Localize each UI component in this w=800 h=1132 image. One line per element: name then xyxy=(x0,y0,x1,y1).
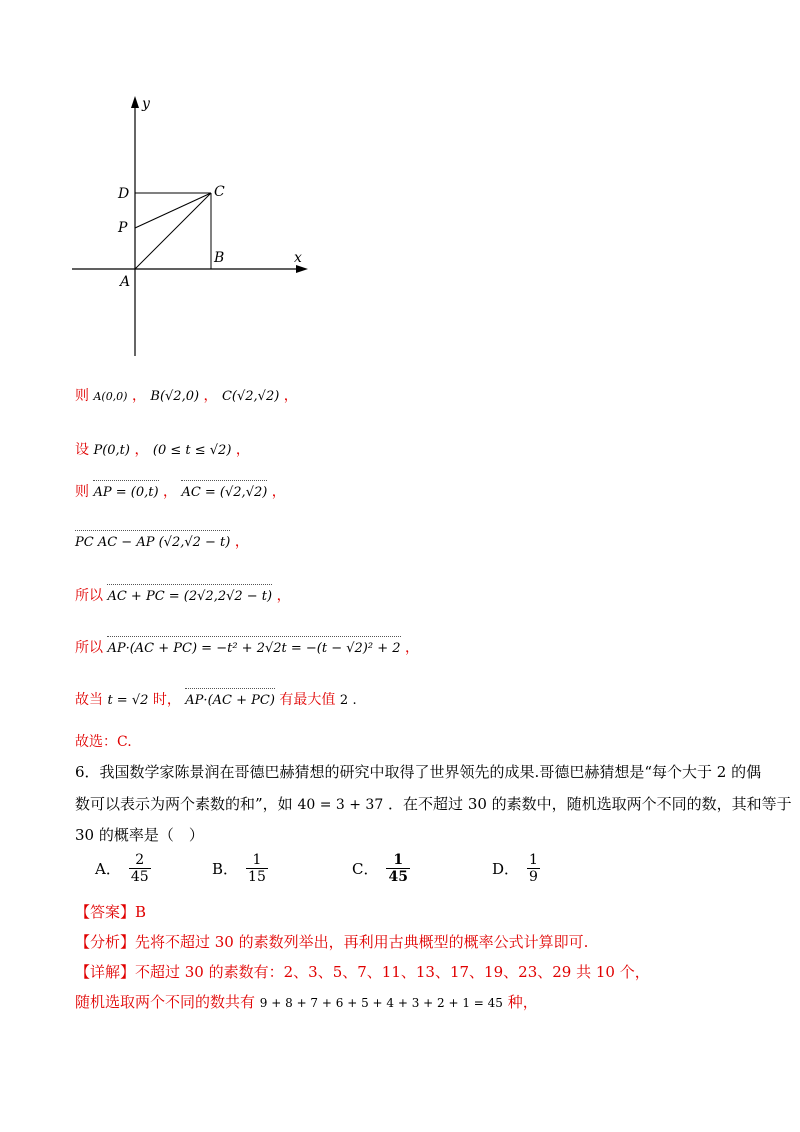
point-A: A(0,0) xyxy=(93,390,128,403)
option-B[interactable] xyxy=(212,852,268,885)
count-line xyxy=(75,992,538,1013)
example-equation: 40 = 3 + 37 xyxy=(297,797,384,813)
question-line-2 xyxy=(75,792,792,817)
option-C[interactable] xyxy=(352,852,410,885)
y-axis-arrow xyxy=(131,96,139,108)
coordinate-figure xyxy=(60,92,320,362)
analysis-text: 【分析】先将不超过 30 的素数列举出，再利用古典概型的概率公式计算即可. xyxy=(75,933,589,951)
question-line2-b: ．在不超过 30 的素数中，随机选取两个不同的数，其和等于 xyxy=(388,795,792,813)
solution-choice: 故选：C. xyxy=(75,734,132,750)
option-C-den: 45 xyxy=(388,869,408,885)
option-D-num: 1 xyxy=(529,852,538,868)
vector-AP: AP = (0,t) xyxy=(93,483,158,503)
count-prefix: 随机选取两个不同的数共有 xyxy=(75,993,256,1011)
line7-mid: 时， xyxy=(152,692,181,708)
line2-sep: ， xyxy=(134,442,149,458)
label-A: A xyxy=(120,274,131,290)
option-D-fraction xyxy=(527,852,540,885)
line3-sep: ， xyxy=(162,484,177,500)
line2-end: ， xyxy=(235,442,250,458)
answer-label: 【答案】B xyxy=(75,903,147,921)
vector-AC: AC = (√2,√2) xyxy=(181,483,267,503)
solution-line-6 xyxy=(75,638,419,659)
option-A-den: 45 xyxy=(130,869,149,885)
solution-line-2 xyxy=(75,440,250,461)
line5-prefix: 所以 xyxy=(75,588,103,604)
option-A-fraction xyxy=(129,852,151,885)
point-P: P(0,t) xyxy=(93,443,130,458)
t-range: (0 ≤ t ≤ √2) xyxy=(152,443,232,458)
max-expr: AP·(AC + PC) xyxy=(185,691,275,711)
line2-prefix: 设 xyxy=(75,442,89,458)
option-B-den: 15 xyxy=(248,869,266,885)
solution-line-7 xyxy=(75,690,357,711)
option-D-den: 9 xyxy=(529,869,538,885)
question-line2-a: 数可以表示为两个素数的和”，如 xyxy=(75,795,293,813)
sum-AC-PC: AC + PC = (2√2,2√2 − t) xyxy=(107,587,272,607)
label-x: x xyxy=(294,250,302,266)
line3-prefix: 则 xyxy=(75,484,89,500)
line1-prefix: 则 xyxy=(75,388,89,404)
option-D[interactable] xyxy=(492,852,540,885)
solution-line-4 xyxy=(75,532,249,553)
detail-text: 【详解】不超过 30 的素数有：2、3、5、7、11、13、17、19、23、29 共 10 个， xyxy=(75,963,650,981)
count-expression: 9 + 8 + 7 + 6 + 5 + 4 + 3 + 2 + 1 = 45 xyxy=(259,996,503,1010)
option-B-fraction xyxy=(246,852,268,885)
dot-product-expr: AP·(AC + PC) = −t² + 2√2t = −(t − √2)² + 2 xyxy=(107,639,400,659)
line7-suffix: 有最大值 xyxy=(279,692,336,708)
label-B: B xyxy=(214,250,225,266)
point-B: B(√2,0) xyxy=(150,389,200,404)
solution-line-1 xyxy=(75,386,298,407)
option-A[interactable] xyxy=(95,852,151,885)
label-P: P xyxy=(118,220,128,236)
line1-sep2: ， xyxy=(203,388,218,404)
line6-end: ， xyxy=(404,640,419,656)
max-value: 2 xyxy=(339,693,349,708)
t-value: t = √2 xyxy=(107,693,149,708)
line3-end: ， xyxy=(271,484,286,500)
option-D-label: D． xyxy=(492,860,520,878)
x-axis-arrow xyxy=(296,265,308,273)
line6-prefix: 所以 xyxy=(75,640,103,656)
count-suffix: 种， xyxy=(507,993,538,1011)
option-A-label: A． xyxy=(95,860,121,878)
solution-line-5 xyxy=(75,586,291,607)
option-C-num: 1 xyxy=(393,852,404,868)
line5-end: ， xyxy=(276,588,291,604)
question-line-3: 30 的概率是（ ） xyxy=(75,826,204,844)
segment-AC xyxy=(135,193,211,269)
line7-prefix: 故当 xyxy=(75,692,103,708)
line1-sep1: ， xyxy=(131,388,146,404)
option-A-num: 2 xyxy=(135,852,145,868)
option-C-fraction xyxy=(386,852,409,885)
option-B-num: 1 xyxy=(252,852,262,868)
solution-line-3 xyxy=(75,482,286,503)
point-C: C(√2,√2) xyxy=(221,389,280,404)
option-C-label: C． xyxy=(352,860,379,878)
question-line-1: 6．我国数学家陈景润在哥德巴赫猜想的研究中取得了世界领先的成果.哥德巴赫猜想是“每个大于 2 的偶 xyxy=(75,763,762,781)
segment-PC xyxy=(135,193,211,228)
label-C: C xyxy=(214,184,225,200)
line7-end: . xyxy=(352,693,357,708)
option-B-label: B． xyxy=(212,860,239,878)
label-y: y xyxy=(142,96,150,112)
line1-end: ， xyxy=(283,388,298,404)
vector-PC: PC AC − AP (√2,√2 − t) xyxy=(75,533,230,553)
line4-end: ， xyxy=(234,534,249,550)
label-D: D xyxy=(118,186,130,202)
